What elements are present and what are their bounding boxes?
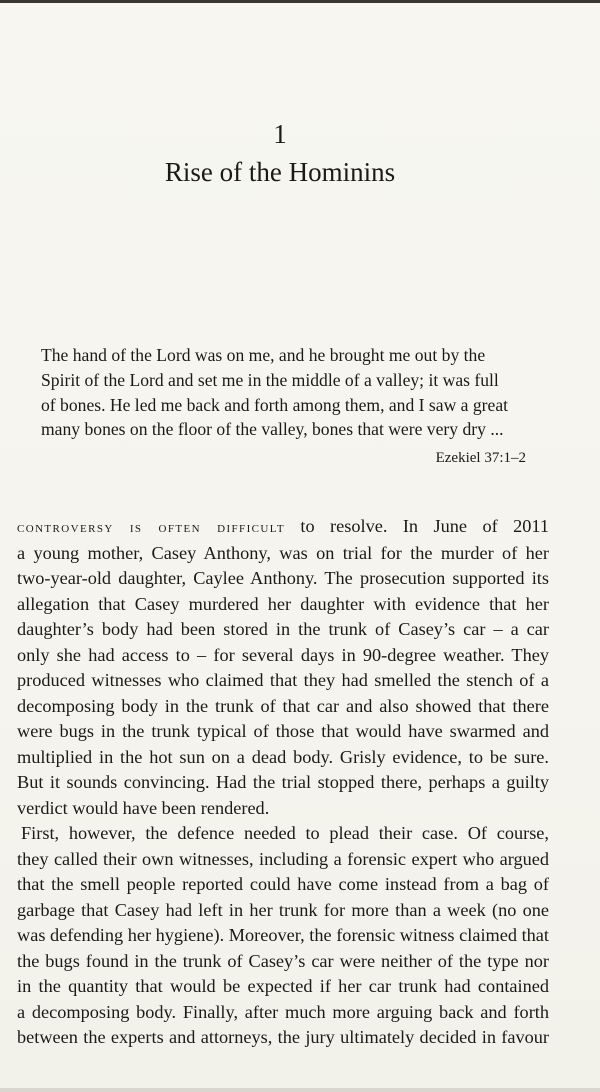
- body-line: was defending her hygiene). Moreover, the forensic witness claimed that: [17, 925, 549, 945]
- body-line: only she had access to – for several days in 90-degree weather. They: [17, 644, 549, 665]
- body-line: the bugs found in the trunk of Casey’s car were neither of the type nor: [17, 950, 549, 971]
- body-line: in the quantity that would be expected if her car trunk had contained: [17, 976, 549, 996]
- page-top-edge: [0, 0, 600, 3]
- body-line: a decomposing body. Finally, after much more arguing back and forth: [17, 1001, 549, 1022]
- page-bottom-edge: [0, 1088, 600, 1092]
- body-line: verdict would have been rendered.: [17, 797, 270, 818]
- epigraph-source: Ezekiel 37:1–2: [435, 450, 526, 466]
- body-line: that the smell people reported could have come instead from a bag of: [17, 874, 549, 894]
- body-line: multiplied in the hot sun on a dead body. Grisly evidence, to be sure.: [17, 746, 549, 767]
- body-line: were bugs in the trunk typical of those that would have swarmed and: [17, 721, 549, 741]
- body-line-text: to resolve. In June of 2011: [284, 516, 549, 536]
- epigraph-line: of bones. He led me back and forth among them, and I saw a great: [41, 394, 509, 415]
- epigraph-line: Spirit of the Lord and set me in the middle of a valley; it was full: [41, 369, 499, 390]
- body-line: between the experts and attorneys, the jury ultimately decided in favour: [17, 1027, 549, 1047]
- chapter-title: Rise of the Hominins: [164, 157, 396, 187]
- body-line: produced witnesses who claimed that they had smelled the stench of a: [17, 670, 549, 690]
- chapter-number: 1: [273, 119, 287, 149]
- body-line: two-year-old daughter, Caylee Anthony. The prosecution supported its: [17, 568, 549, 588]
- body-line: [17, 514, 549, 541]
- opening-smallcaps: controversy is often difficult: [17, 519, 285, 536]
- body-line: allegation that Casey murdered her daughter with evidence that her: [17, 593, 549, 614]
- body-line: First, however, the defence needed to plead their case. Of course,: [21, 823, 549, 843]
- epigraph-line: many bones on the floor of the valley, bones that were very dry ...: [41, 419, 504, 440]
- body-line: a young mother, Casey Anthony, was on trial for the murder of her: [17, 542, 549, 563]
- body-line: But it sounds convincing. Had the trial stopped there, perhaps a guilty: [17, 772, 549, 792]
- body-line: decomposing body in the trunk of that car and also showed that there: [17, 695, 549, 716]
- body-line: daughter’s body had been stored in the trunk of Casey’s car – a car: [17, 619, 549, 639]
- body-line: they called their own witnesses, including a forensic expert who argued: [17, 848, 549, 869]
- epigraph-line: The hand of the Lord was on me, and he brought me out by the: [41, 345, 486, 365]
- epigraph: [41, 343, 509, 442]
- body-text: [17, 514, 549, 1051]
- body-line: garbage that Casey had left in her trunk for more than a week (no one: [17, 899, 549, 920]
